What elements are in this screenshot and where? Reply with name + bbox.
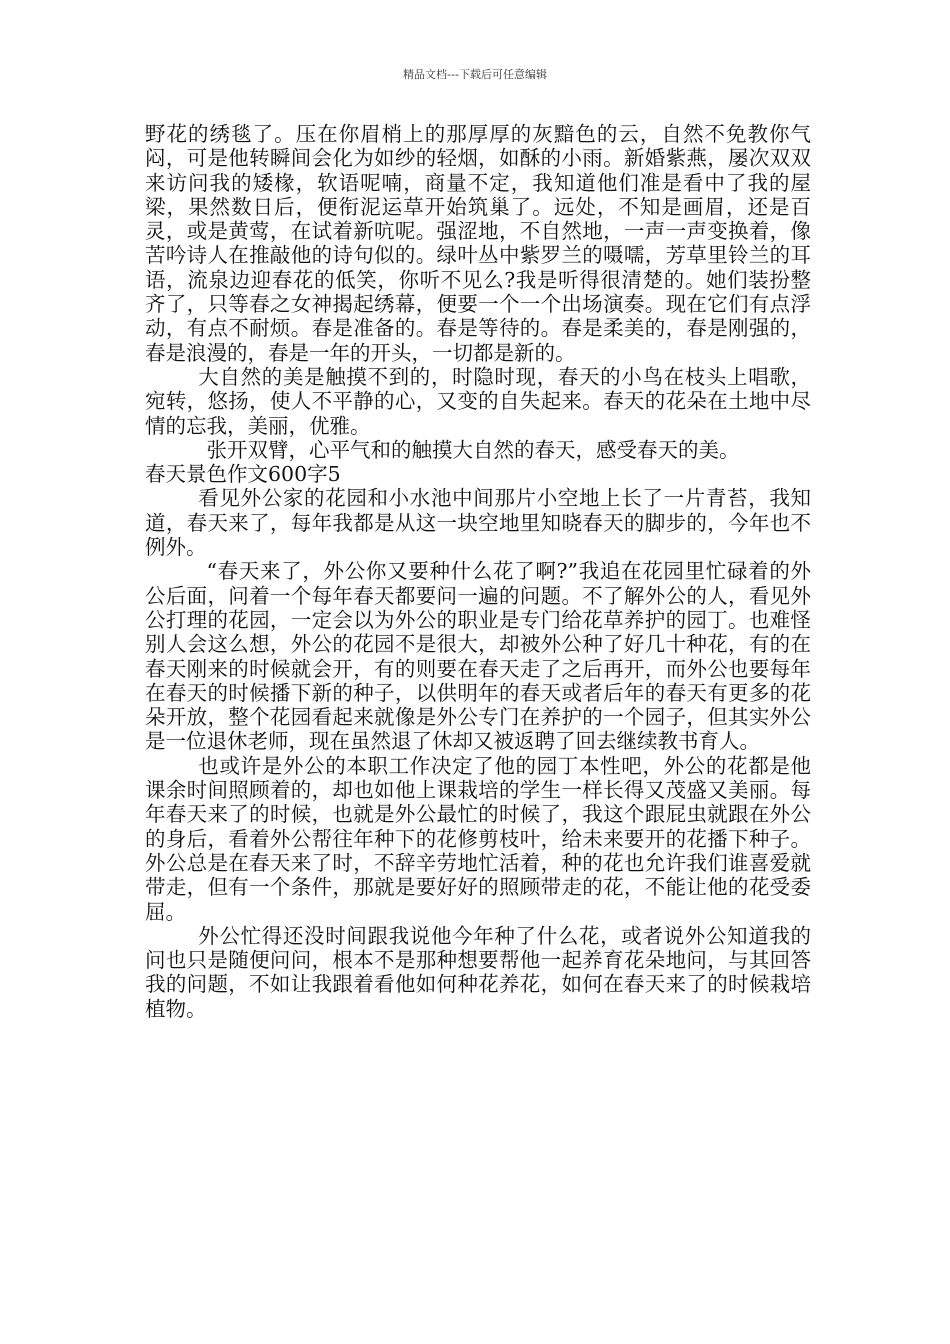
paragraph-2: 大自然的美是触摸不到的，时隐时现，春天的小鸟在枝头上唱歌，宛转，悠扬，使人不平静的心，又变的自失起来。春天的花朵在土地中尽情的忘我，美丽，优雅。 — [145, 364, 811, 438]
paragraph-6: 也或许是外公的本职工作决定了他的园丁本性吧，外公的花都是他课余时间照顾着的，却也如他上课栽培的学生一样长得又茂盛又美丽。每年春天来了的时候，也就是外公最忙的时候了，我这个跟屁虫就跟在外公的身后，看着外公帮往年种下的花修剪枝叶，给未来要开的花播下种子。外公总是在春天来了时，不辞辛劳地忙活着，种的花也允许我们谁喜爱就带走，但有一个条件，那就是要好好的照顾带走的花，不能让他的花受委屈。 — [145, 753, 811, 924]
section-heading: 春天景色作文600字5 — [145, 462, 341, 487]
page-header: 精品文档---下载后可任意编辑 — [403, 68, 547, 81]
document-body — [145, 122, 811, 1021]
paragraph-4: 看见外公家的花园和小水池中间那片小空地上长了一片青苔，我知道，春天来了，每年我都是从这一块空地里知晓春天的脚步的，今年也不例外。 — [145, 486, 811, 560]
paragraph-5: “春天来了，外公你又要种什么花了啊?”我追在花园里忙碌着的外公后面，问着一个每年春天都要问一遍的问题。不了解外公的人，看见外公打理的花园，一定会以为外公的职业是专门给花草养护的园丁。也难怪别人会这么想，外公的花园不是很大，却被外公种了好几十种花，有的在春天刚来的时候就会开，有的则要在春天走了之后再开，而外公也要每年在春天的时候播下新的种子，以供明年的春天或者后年的春天有更多的花朵开放，整个花园看起来就像是外公专门在养护的一个园子，但其实外公是一位退休老师，现在虽然退了休却又被返聘了回去继续教书育人。 — [145, 559, 811, 754]
paragraph-1: 野花的绣毯了。压在你眉梢上的那厚厚的灰黯色的云，自然不免教你气闷，可是他转瞬间会化为如纱的轻烟，如酥的小雨。新婚紫燕，屡次双双来访问我的矮椽，软语呢喃，商量不定，我知道他们准是看中了我的屋梁，果然数日后，便衔泥运草开始筑巢了。远处，不知是画眉，还是百灵，或是黄莺，在试着新吭呢。强涩地，不自然地，一声一声变换着，像苦吟诗人在推敲他的诗句似的。绿叶丛中紫罗兰的嗫嚅，芳草里铃兰的耳语，流泉边迎春花的低笑，你听不见么?我是听得很清楚的。她们装扮整齐了，只等春之女神揭起绣幕，便要一个一个出场演奏。现在它们有点浮动，有点不耐烦。春是准备的。春是等待的。春是柔美的，春是刚强的，春是浪漫的，春是一年的开头，一切都是新的。 — [145, 122, 811, 365]
paragraph-7: 外公忙得还没时间跟我说他今年种了什么花，或者说外公知道我的问也只是随便问问，根本不是那种想要帮他一起养育花朵地问，与其回答我的问题，不如让我跟着看他如何种花养花，如何在春天来了的时候栽培植物。 — [145, 923, 811, 1021]
paragraph-3: 张开双臂，心平气和的触摸大自然的春天，感受春天的美。 — [206, 437, 740, 462]
